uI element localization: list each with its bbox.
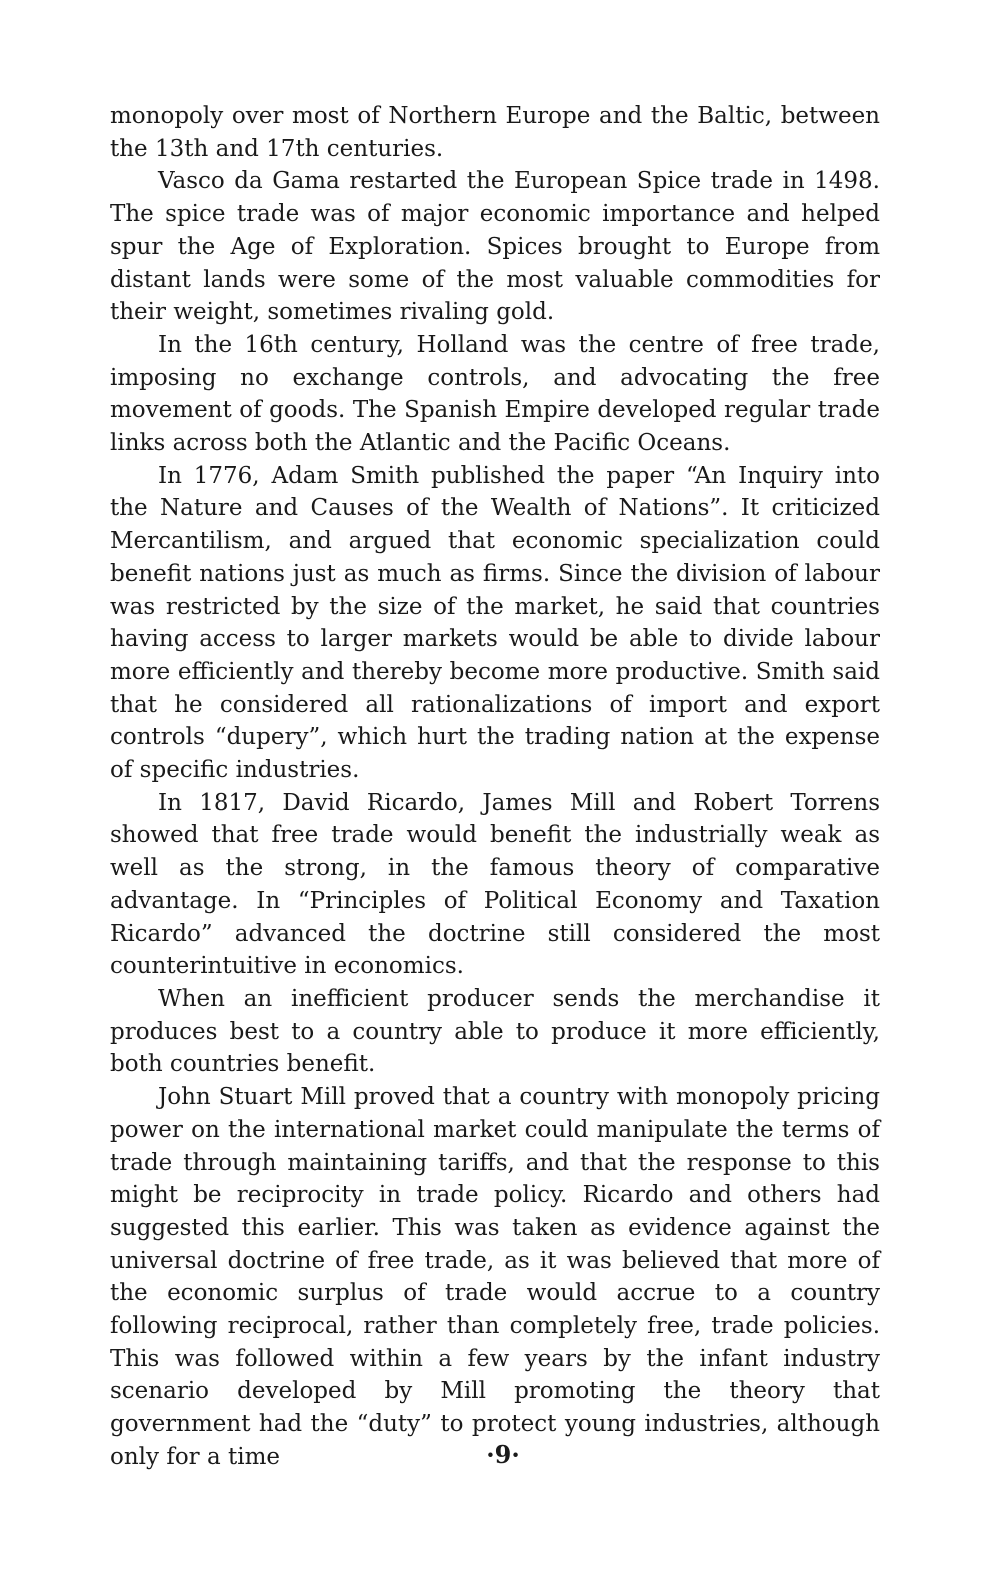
paragraph-holland: In the 16th century, Holland was the centre of free trade, imposing no exchange controls, and advocating the free movement of goods. The Spanish Empire developed regular trade links across both the Atlantic and the Pacific Oceans. [110, 331, 880, 457]
paragraph-john-stuart-mill: John Stuart Mill proved that a country with monopoly pricing power on the international market could manipulate the terms of trade through maintaining tariffs, and that the response to this might be reciprocity in trade policy. Ricardo and others had suggested this earlier. This was taken as evidence against the universal doctrine of free trade, as it was believed that more of the economic surplus of trade would accrue to a country following reciprocal, rather than completely free, trade policies. This was followed within a few years by the infant industry scenario developed by Mill promoting the theory that government had the “duty” to protect young industries, although only for a time [110, 1084, 880, 1470]
paragraph-ricardo: In 1817, David Ricardo, James Mill and Robert Torrens showed that free trade would benefit the industrially weak as well as the strong, in the famous theory of comparative advantage. In “Principles of Political Economy and Taxation Ricardo” advanced the doctrine still considered the most counterintuitive in economics. [110, 789, 880, 980]
paragraph-vasco-da-gama: Vasco da Gama restarted the European Spice trade in 1498. The spice trade was of major economic importance and helped spur the Age of Exploration. Spices brought to Europe from distant lands were some of the most valuable commodities for their weight, sometimes rivaling gold. [110, 168, 880, 326]
paragraph-adam-smith: In 1776, Adam Smith published the paper “An Inquiry into the Nature and Causes of the Wealth of Nations”. It criticized Mercantilism, and argued that economic specialization could benefit nations just as much as firms. Since the division of labour was restricted by the size of the market, he said that countries having access to larger markets would be able to divide labour more efficiently and thereby become more productive. Smith said that he considered all rationalizations of import and export controls “dupery”, which hurt the trading nation at the expense of specific industries. [110, 462, 880, 784]
paragraph-inefficient-producer: When an inefficient producer sends the merchandise it produces best to a country able to produce it more efficiently, both countries benefit. [110, 985, 880, 1078]
paragraph-continuation: monopoly over most of Northern Europe and the Baltic, between the 13th and 17th centuries. [110, 103, 880, 162]
page-body [110, 100, 880, 1474]
page-number: ·9· [486, 1440, 520, 1469]
